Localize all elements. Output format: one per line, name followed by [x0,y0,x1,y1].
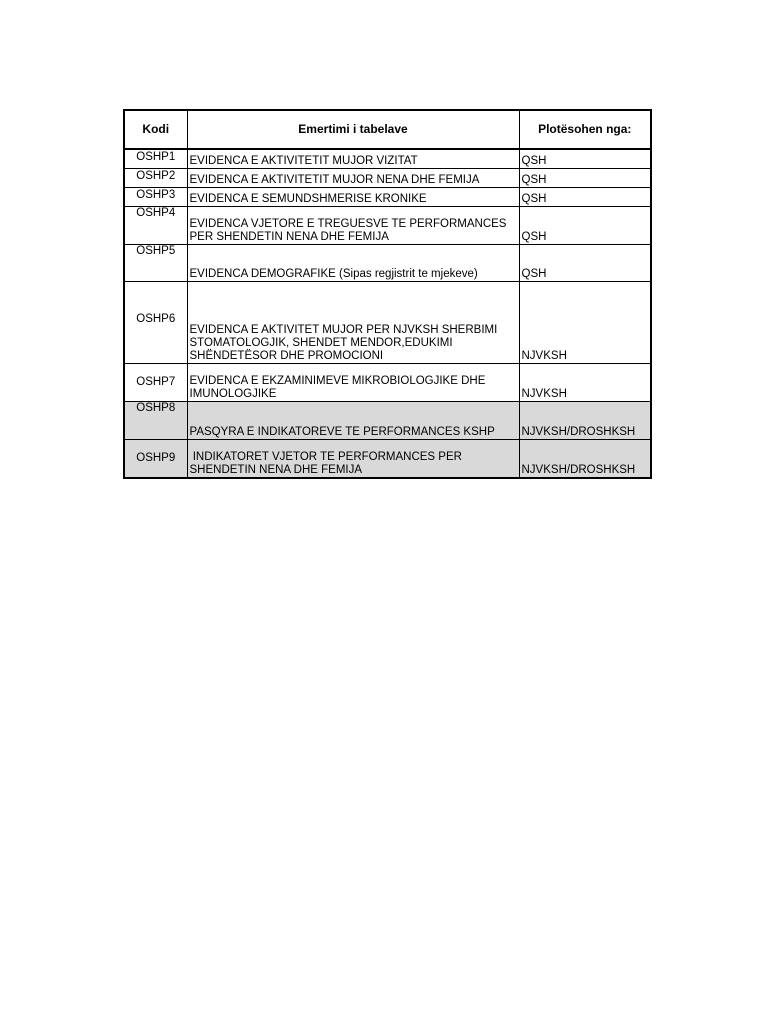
row-code: OSHP1 [124,149,187,169]
row-code: OSHP4 [124,207,187,245]
row-filled-by: QSH [519,149,651,169]
row-code: OSHP6 [124,282,187,364]
row-name: EVIDENCA E AKTIVITET MUJOR PER NJVKSH SHERBIMI STOMATOLOGJIK, SHENDET MENDOR,EDUKIMI SHËNDETËSOR DHE PROMOCIONI [187,282,519,364]
row-code: OSHP8 [124,402,187,440]
header-code: Kodi [124,110,187,149]
row-name: EVIDENCA E AKTIVITETIT MUJOR VIZITAT [187,149,519,169]
forms-table [123,109,652,479]
row-name: EVIDENCA E SEMUNDSHMERISE KRONIKE [187,188,519,207]
row-name: EVIDENCA E EKZAMINIMEVE MIKROBIOLOGJIKE DHE IMUNOLOGJIKE [187,364,519,402]
table-row [124,440,651,479]
row-code: OSHP9 [124,440,187,479]
row-name: INDIKATORET VJETOR TE PERFORMANCES PER SHENDETIN NENA DHE FEMIJA [187,440,519,479]
table-row [124,169,651,188]
header-name: Emertimi i tabelave [187,110,519,149]
row-filled-by: QSH [519,169,651,188]
table-row [124,149,651,169]
row-name: EVIDENCA E AKTIVITETIT MUJOR NENA DHE FEMIJA [187,169,519,188]
table-row [124,245,651,282]
row-filled-by: QSH [519,188,651,207]
row-code: OSHP2 [124,169,187,188]
row-name: EVIDENCA DEMOGRAFIKE (Sipas regjistrit te mjekeve) [187,245,519,282]
header-filled-by: Plotësohen nga: [519,110,651,149]
row-filled-by: QSH [519,245,651,282]
row-filled-by: NJVKSH [519,364,651,402]
row-filled-by: NJVKSH/DROSHKSH [519,402,651,440]
row-filled-by: NJVKSH/DROSHKSH [519,440,651,479]
row-code: OSHP5 [124,245,187,282]
row-name: PASQYRA E INDIKATOREVE TE PERFORMANCES KSHP [187,402,519,440]
table-row [124,188,651,207]
table-row [124,207,651,245]
row-code: OSHP3 [124,188,187,207]
row-filled-by: NJVKSH [519,282,651,364]
table-row [124,364,651,402]
row-code: OSHP7 [124,364,187,402]
row-filled-by: QSH [519,207,651,245]
table-header-row [124,110,651,149]
table-row [124,282,651,364]
table-row [124,402,651,440]
row-name: EVIDENCA VJETORE E TREGUESVE TE PERFORMANCES PER SHENDETIN NENA DHE FEMIJA [187,207,519,245]
